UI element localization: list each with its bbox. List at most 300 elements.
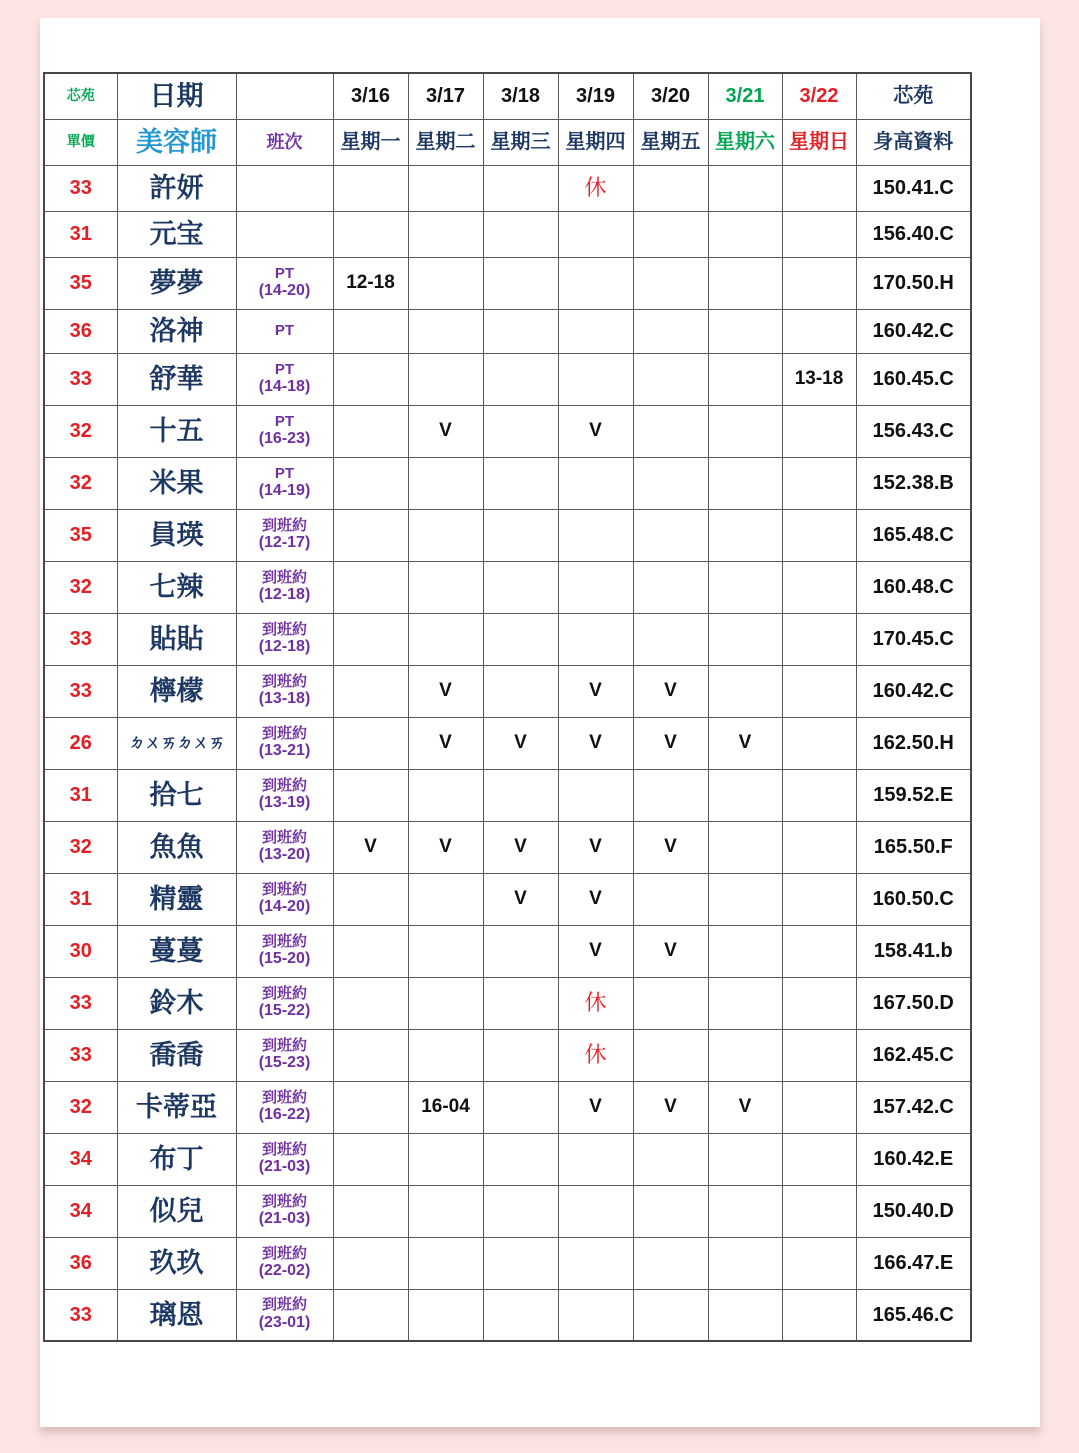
date-header: 3/21 [708, 73, 782, 119]
price-cell: 34 [44, 1185, 117, 1237]
table-row [44, 925, 971, 977]
day-cell [708, 165, 782, 211]
table-row [44, 1237, 971, 1289]
artist-name-cell: ㄉㄨㄞㄉㄨㄞ [117, 717, 236, 769]
shift-time: (15-22) [258, 1002, 311, 1020]
day-cell [558, 561, 633, 613]
artist-name-cell: 十五 [117, 405, 236, 457]
day-cell [408, 1289, 483, 1341]
shift-cell [236, 769, 333, 821]
shift-time: (14-19) [258, 482, 311, 500]
shift-type: 到班約 [261, 932, 307, 950]
day-cell: V [558, 405, 633, 457]
shift-cell [236, 165, 333, 211]
weekday-header: 星期五 [633, 119, 708, 165]
table-row [44, 165, 971, 211]
day-cell [633, 873, 708, 925]
shift-time: (14-20) [258, 282, 311, 300]
day-cell [708, 665, 782, 717]
day-cell [408, 1237, 483, 1289]
shift-type: 到班約 [261, 984, 307, 1002]
day-cell: V [408, 405, 483, 457]
day-cell [782, 1185, 856, 1237]
day-cell [333, 509, 408, 561]
price-cell: 32 [44, 457, 117, 509]
venue-label-right: 芯苑 [856, 73, 971, 119]
artist-name-cell: 七辣 [117, 561, 236, 613]
day-cell: V [558, 665, 633, 717]
day-cell [483, 257, 558, 309]
table-row [44, 821, 971, 873]
day-cell [782, 873, 856, 925]
artist-name-cell: 似兒 [117, 1185, 236, 1237]
day-cell [408, 561, 483, 613]
artist-name-cell: 玖玖 [117, 1237, 236, 1289]
day-cell [333, 211, 408, 257]
table-row [44, 1029, 971, 1081]
artist-name-cell: 員瑛 [117, 509, 236, 561]
day-cell [408, 309, 483, 353]
height-info-cell: 160.48.C [856, 561, 971, 613]
height-info-cell: 167.50.D [856, 977, 971, 1029]
artist-name-cell: 布丁 [117, 1133, 236, 1185]
day-cell [558, 353, 633, 405]
day-cell [708, 561, 782, 613]
artist-name-cell: 米果 [117, 457, 236, 509]
shift-time: (15-23) [258, 1054, 311, 1072]
table-row [44, 211, 971, 257]
shift-type: 到班約 [261, 672, 307, 690]
shift-label: 班次 [236, 119, 333, 165]
day-cell [483, 1081, 558, 1133]
day-cell [782, 1289, 856, 1341]
day-cell [333, 665, 408, 717]
table-row [44, 457, 971, 509]
artist-name-cell: 洛神 [117, 309, 236, 353]
day-cell [633, 613, 708, 665]
weekday-header: 星期六 [708, 119, 782, 165]
day-cell [633, 211, 708, 257]
day-cell [633, 353, 708, 405]
day-cell [408, 873, 483, 925]
shift-cell [236, 873, 333, 925]
day-cell: V [408, 665, 483, 717]
day-cell [333, 165, 408, 211]
shift-cell [236, 353, 333, 405]
table-row [44, 717, 971, 769]
shift-type: 到班約 [261, 1088, 307, 1106]
price-cell: 36 [44, 1237, 117, 1289]
price-cell: 33 [44, 613, 117, 665]
day-cell [558, 1237, 633, 1289]
day-cell [558, 309, 633, 353]
day-cell [333, 1133, 408, 1185]
price-cell: 34 [44, 1133, 117, 1185]
day-cell [333, 717, 408, 769]
shift-type: 到班約 [261, 880, 307, 898]
day-cell [483, 1237, 558, 1289]
day-cell [708, 509, 782, 561]
artist-name-cell: 蔓蔓 [117, 925, 236, 977]
price-cell: 35 [44, 509, 117, 561]
day-cell [333, 1237, 408, 1289]
day-cell [333, 1081, 408, 1133]
shift-time: (21-03) [258, 1158, 311, 1176]
day-cell [708, 821, 782, 873]
day-cell [483, 1029, 558, 1081]
day-cell [633, 457, 708, 509]
shift-type: PT [274, 412, 295, 430]
day-cell [408, 925, 483, 977]
day-cell [633, 509, 708, 561]
price-cell: 33 [44, 1029, 117, 1081]
day-cell [633, 1289, 708, 1341]
table-row [44, 561, 971, 613]
price-cell: 35 [44, 257, 117, 309]
price-cell: 32 [44, 1081, 117, 1133]
height-info-cell: 166.47.E [856, 1237, 971, 1289]
shift-time: (13-18) [258, 690, 311, 708]
table-row [44, 353, 971, 405]
artist-name-cell: 元宝 [117, 211, 236, 257]
shift-type: PT [274, 321, 295, 339]
day-cell [483, 769, 558, 821]
day-cell [558, 769, 633, 821]
schedule-table [43, 72, 972, 1342]
day-cell [483, 457, 558, 509]
weekday-header: 星期四 [558, 119, 633, 165]
day-cell [782, 821, 856, 873]
weekday-header: 星期一 [333, 119, 408, 165]
table-row [44, 665, 971, 717]
day-cell [782, 1237, 856, 1289]
shift-type: 到班約 [261, 776, 307, 794]
empty-header-cell [236, 73, 333, 119]
artist-label: 美容師 [117, 119, 236, 165]
day-cell [408, 1185, 483, 1237]
height-info-cell: 170.45.C [856, 613, 971, 665]
height-info-cell: 150.40.D [856, 1185, 971, 1237]
day-cell [333, 457, 408, 509]
shift-time: (16-23) [258, 430, 311, 448]
day-cell: V [483, 873, 558, 925]
shift-cell [236, 457, 333, 509]
day-cell [408, 257, 483, 309]
day-cell [483, 977, 558, 1029]
shift-cell [236, 925, 333, 977]
shift-cell [236, 211, 333, 257]
day-cell [633, 257, 708, 309]
day-cell [483, 613, 558, 665]
date-header: 3/17 [408, 73, 483, 119]
height-info-cell: 162.50.H [856, 717, 971, 769]
shift-cell [236, 1185, 333, 1237]
height-info-cell: 150.41.C [856, 165, 971, 211]
shift-cell [236, 1237, 333, 1289]
day-cell [708, 977, 782, 1029]
height-info-cell: 152.38.B [856, 457, 971, 509]
table-row [44, 405, 971, 457]
day-cell [333, 873, 408, 925]
day-cell: V [558, 873, 633, 925]
price-cell: 32 [44, 561, 117, 613]
shift-cell [236, 821, 333, 873]
table-row [44, 613, 971, 665]
day-cell: V [483, 821, 558, 873]
table-row [44, 309, 971, 353]
day-cell [333, 353, 408, 405]
artist-name-cell: 拾七 [117, 769, 236, 821]
shift-cell [236, 309, 333, 353]
height-info-cell: 160.42.E [856, 1133, 971, 1185]
shift-time: (15-20) [258, 950, 311, 968]
shift-time: (13-21) [258, 742, 311, 760]
price-cell: 32 [44, 821, 117, 873]
height-info-cell: 170.50.H [856, 257, 971, 309]
day-cell [708, 211, 782, 257]
price-cell: 31 [44, 769, 117, 821]
day-cell [333, 405, 408, 457]
date-header: 3/16 [333, 73, 408, 119]
schedule-page [40, 18, 1040, 1427]
day-cell [558, 509, 633, 561]
day-cell [782, 257, 856, 309]
day-cell [708, 1237, 782, 1289]
day-cell [333, 1185, 408, 1237]
day-cell [708, 1289, 782, 1341]
artist-name-cell: 舒華 [117, 353, 236, 405]
date-header: 3/22 [782, 73, 856, 119]
day-cell [558, 613, 633, 665]
day-cell: V [633, 717, 708, 769]
schedule-body [44, 165, 971, 1341]
day-cell [633, 405, 708, 457]
table-row [44, 509, 971, 561]
height-info-cell: 156.40.C [856, 211, 971, 257]
artist-name-cell: 許妍 [117, 165, 236, 211]
price-cell: 36 [44, 309, 117, 353]
shift-type: 到班約 [261, 1140, 307, 1158]
day-cell [558, 257, 633, 309]
shift-time: (16-22) [258, 1106, 311, 1124]
shift-type: PT [274, 264, 295, 282]
day-cell [483, 211, 558, 257]
day-cell [483, 405, 558, 457]
day-cell: V [633, 1081, 708, 1133]
day-cell [782, 457, 856, 509]
price-label: 單價 [44, 119, 117, 165]
date-label: 日期 [117, 73, 236, 119]
day-cell [633, 1133, 708, 1185]
day-cell [782, 717, 856, 769]
day-cell [408, 457, 483, 509]
shift-cell [236, 1133, 333, 1185]
day-cell: 13-18 [782, 353, 856, 405]
shift-time: (23-01) [258, 1314, 311, 1332]
height-info-cell: 157.42.C [856, 1081, 971, 1133]
price-cell: 33 [44, 1289, 117, 1341]
day-cell [782, 211, 856, 257]
day-cell: V [558, 1081, 633, 1133]
day-cell [633, 1029, 708, 1081]
shift-cell [236, 665, 333, 717]
price-cell: 26 [44, 717, 117, 769]
shift-type: 到班約 [261, 724, 307, 742]
day-cell [333, 1289, 408, 1341]
shift-type: 到班約 [261, 828, 307, 846]
weekday-header: 星期二 [408, 119, 483, 165]
day-cell [408, 1029, 483, 1081]
day-cell [558, 1133, 633, 1185]
day-cell [708, 925, 782, 977]
day-cell: V [333, 821, 408, 873]
day-cell: V [633, 821, 708, 873]
day-cell: V [708, 1081, 782, 1133]
day-cell [708, 353, 782, 405]
shift-type: 到班約 [261, 516, 307, 534]
shift-type: 到班約 [261, 620, 307, 638]
table-row [44, 257, 971, 309]
shift-time: (13-20) [258, 846, 311, 864]
day-cell: V [708, 717, 782, 769]
shift-type: PT [274, 464, 295, 482]
price-cell: 31 [44, 873, 117, 925]
day-cell: V [558, 717, 633, 769]
weekday-header: 星期日 [782, 119, 856, 165]
table-row [44, 1081, 971, 1133]
shift-time: (14-20) [258, 898, 311, 916]
shift-cell [236, 509, 333, 561]
price-cell: 33 [44, 665, 117, 717]
shift-cell [236, 717, 333, 769]
day-cell [782, 925, 856, 977]
day-cell [483, 509, 558, 561]
artist-name-cell: 貼貼 [117, 613, 236, 665]
day-cell [782, 977, 856, 1029]
day-cell: 12-18 [333, 257, 408, 309]
day-cell [333, 1029, 408, 1081]
day-cell: V [633, 665, 708, 717]
day-cell [633, 165, 708, 211]
weekday-header: 星期三 [483, 119, 558, 165]
day-cell [708, 309, 782, 353]
table-row [44, 769, 971, 821]
table-row [44, 873, 971, 925]
day-cell: V [558, 925, 633, 977]
artist-name-cell: 喬喬 [117, 1029, 236, 1081]
artist-name-cell: 卡蒂亞 [117, 1081, 236, 1133]
day-cell [483, 1185, 558, 1237]
day-cell [782, 165, 856, 211]
day-cell [782, 769, 856, 821]
day-cell: 休 [558, 977, 633, 1029]
price-cell: 33 [44, 977, 117, 1029]
day-cell [633, 1185, 708, 1237]
day-cell [782, 1081, 856, 1133]
info-label: 身高資料 [856, 119, 971, 165]
shift-time: (12-18) [258, 638, 311, 656]
height-info-cell: 159.52.E [856, 769, 971, 821]
shift-type: 到班約 [261, 568, 307, 586]
day-cell [708, 1029, 782, 1081]
day-cell [633, 561, 708, 613]
height-info-cell: 165.48.C [856, 509, 971, 561]
shift-type: 到班約 [261, 1296, 307, 1314]
day-cell [558, 457, 633, 509]
day-cell [483, 353, 558, 405]
table-row [44, 977, 971, 1029]
shift-cell [236, 561, 333, 613]
artist-name-cell: 鈴木 [117, 977, 236, 1029]
table-row [44, 1133, 971, 1185]
day-cell [483, 1289, 558, 1341]
day-cell: 16-04 [408, 1081, 483, 1133]
shift-type: PT [274, 360, 295, 378]
day-cell [483, 561, 558, 613]
day-cell: V [408, 821, 483, 873]
height-info-cell: 160.45.C [856, 353, 971, 405]
day-cell [633, 769, 708, 821]
day-cell [782, 613, 856, 665]
day-cell [708, 257, 782, 309]
shift-type: 到班約 [261, 1192, 307, 1210]
day-cell [708, 873, 782, 925]
day-cell [408, 509, 483, 561]
table-row [44, 1185, 971, 1237]
venue-label-left: 芯苑 [44, 73, 117, 119]
day-cell: V [633, 925, 708, 977]
day-cell [782, 509, 856, 561]
date-header: 3/18 [483, 73, 558, 119]
day-cell [408, 211, 483, 257]
day-cell [408, 613, 483, 665]
price-cell: 33 [44, 353, 117, 405]
day-cell [633, 1237, 708, 1289]
shift-type: 到班約 [261, 1244, 307, 1262]
shift-time: (12-18) [258, 586, 311, 604]
shift-cell [236, 1029, 333, 1081]
day-cell [408, 353, 483, 405]
day-cell [782, 665, 856, 717]
day-cell: V [483, 717, 558, 769]
day-cell [333, 925, 408, 977]
price-cell: 32 [44, 405, 117, 457]
shift-cell [236, 613, 333, 665]
shift-time: (22-02) [258, 1262, 311, 1280]
date-header: 3/20 [633, 73, 708, 119]
day-cell [558, 1289, 633, 1341]
height-info-cell: 165.46.C [856, 1289, 971, 1341]
height-info-cell: 160.50.C [856, 873, 971, 925]
day-cell [483, 665, 558, 717]
day-cell [633, 977, 708, 1029]
height-info-cell: 162.45.C [856, 1029, 971, 1081]
artist-name-cell: 璃恩 [117, 1289, 236, 1341]
day-cell [558, 1185, 633, 1237]
shift-time: (12-17) [258, 534, 311, 552]
day-cell [708, 1133, 782, 1185]
date-header: 3/19 [558, 73, 633, 119]
day-cell: 休 [558, 1029, 633, 1081]
day-cell [708, 613, 782, 665]
day-cell [408, 769, 483, 821]
day-cell [483, 309, 558, 353]
shift-cell [236, 977, 333, 1029]
day-cell [483, 925, 558, 977]
day-cell [782, 405, 856, 457]
price-cell: 33 [44, 165, 117, 211]
height-info-cell: 165.50.F [856, 821, 971, 873]
